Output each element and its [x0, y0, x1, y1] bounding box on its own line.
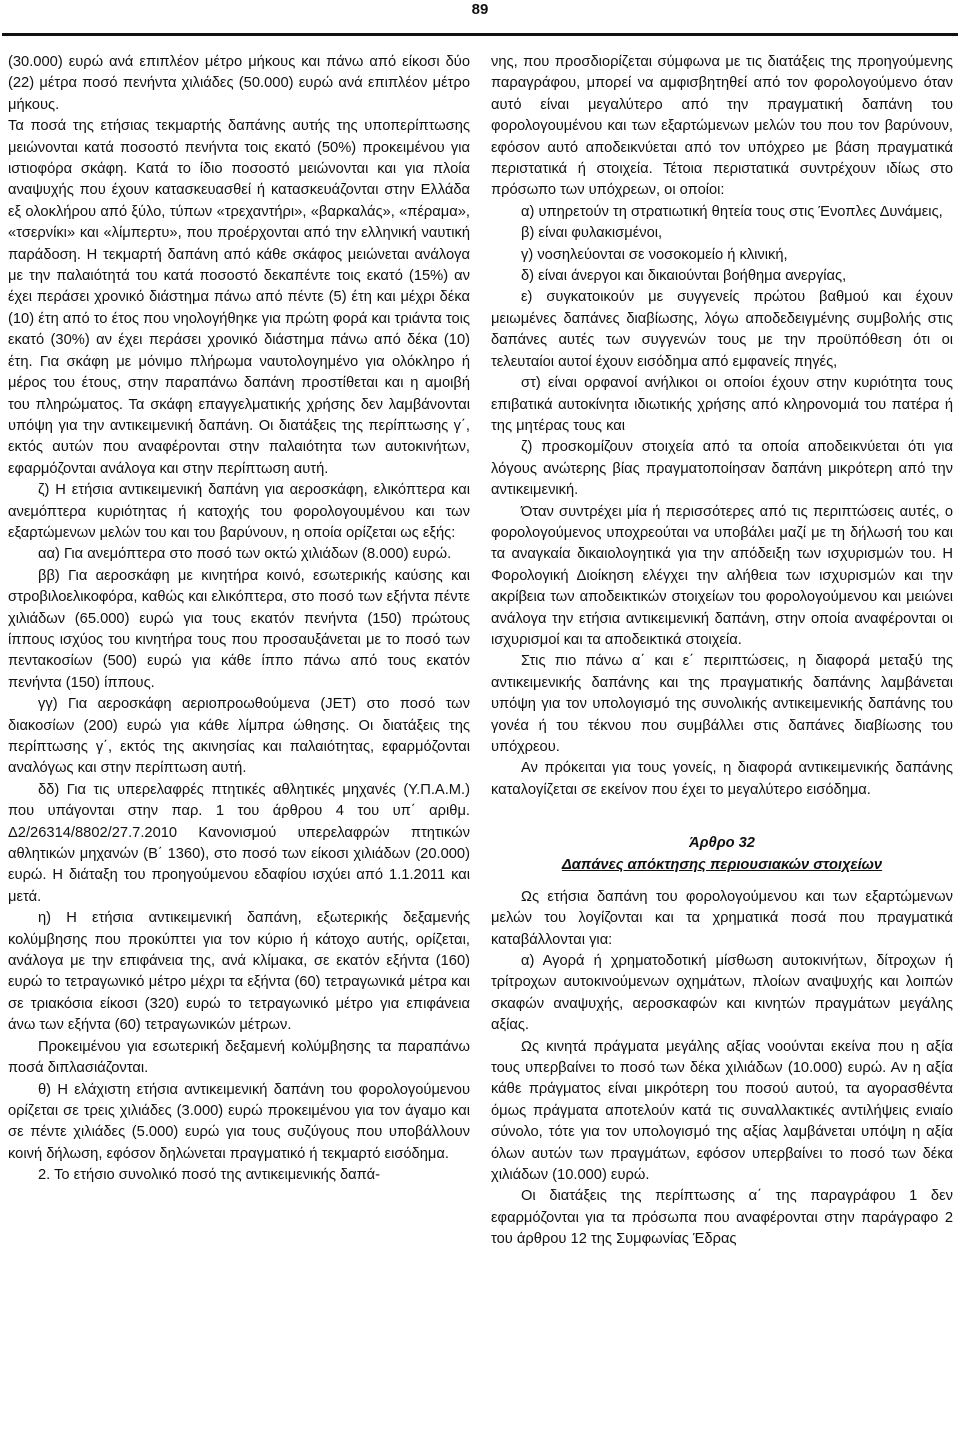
paragraph: νης, που προσδιορίζεται σύμφωνα με τις διατάξεις της προηγούμενης παραγράφου, μπορεί να αμφισβητηθεί από τον φορολογούμενο όταν αυτό είναι μεγαλύτερο από την πραγματική δαπάνη του φορολογουμένου και των εξαρτώμενων μελών του που τον βαρύνουν, εφόσον αυτό αποδεικνύεται από τον υπόχρεο με βάση πραγματικά περιστατικά ή στοιχεία. Τέτοια περιστατικά συντρέχουν ιδίως στο πρόσωπο των υπόχρεων, οι οποίοι:	[491, 54, 953, 199]
right-column	[491, 52, 953, 1251]
paragraph: ζ) Η ετήσια αντικειμενική δαπάνη για αεροσκάφη, ελικόπτερα και ανεμόπτερα κυριότητας ή κατοχής του φορολογουμένου και των εξαρτώμενων μελών του και του βαρύνουν, η οποία ορίζεται ως εξής:	[8, 482, 470, 541]
paragraph: Προκειμένου για εσωτερική δεξαμενή κολύμβησης τα παραπάνω ποσά διπλασιάζονται.	[8, 1038, 470, 1077]
paragraph: ζ) προσκομίζουν στοιχεία από τα οποία αποδεικνύεται ότι για λόγους ανώτερης βίας πραγματοποίησαν δαπάνη μικρότερη από την αντικειμενική.	[491, 439, 953, 499]
paragraph: Στις πιο πάνω α΄ και ε΄ περιπτώσεις, η διαφορά μεταξύ της αντικειμενικής δαπάνης και της πραγματικής δαπάνης λαμβάνεται υπόψη για τον υπολογισμό της συνολικής αντικειμενικής δαπάνης του γονέα ή του τέκνου που συμβάλλει στις δαπάνες διαβίωσης του υπόχρεου.	[491, 653, 953, 755]
paragraph: δ) είναι άνεργοι και δικαιούνται βοήθημα ανεργίας,	[521, 268, 847, 285]
paragraph: β) είναι φυλακισμένοι,	[521, 225, 663, 242]
paragraph: Ως κινητά πράγματα μεγάλης αξίας νοούνται εκείνα που η αξία τους υπερβαίνει το ποσό των δέκα χιλιάδων (10.000) ευρώ. Αν η αξία κάθε πράγματος είναι μικρότερη του ποσού αυτού, τα αγορασθέντα όμως πράγματα αποτελούν κατά τις συναλλακτικές αντιλήψεις ενιαίο σύνολο, τότε για τον υπολογισμό της αξίας λαμβάνεται υπόψη η αξία όλων αυτών των πραγμάτων, εφόσον υπερβαίνει το ποσό των δέκα χιλιάδων (10.000) ευρώ.	[491, 1038, 953, 1184]
paragraph: θ) Η ελάχιστη ετήσια αντικειμενική δαπάνη του φορολογούμενου ορίζεται σε τρεις χιλιάδες (3.000) ευρώ προκειμένου για τον άγαμο και σε πέντε χιλιάδες (5.000) ευρώ για τους συζύγους που υποβάλλουν κοινή δήλωση, εφόσον δηλώνεται πραγματικό ή τεκμαρτό εισόδημα.	[8, 1081, 470, 1162]
paragraph: γγ) Για αεροσκάφη αεριοπροωθούμενα (JET) στο ποσό των διακοσίων (200) ευρώ για κάθε λίμπρα ώθησης. Οι διατάξεις της περίπτωσης γ΄, εκτός της ακινησίας και παλαιότητας, εφαρμόζονται αναλόγως και στην περίπτωση αυτή.	[8, 696, 470, 777]
article-title: Δαπάνες απόκτησης περιουσιακών στοιχείων	[561, 856, 883, 873]
paragraph: (30.000) ευρώ ανά επιπλέον μέτρο μήκους και πάνω από είκοσι δύο (22) μέτρα ποσό πενήντα χιλιάδες (50.000) ευρώ ανά επιπλέον μέτρο μήκους.	[8, 54, 470, 113]
paragraph: Αν πρόκειται για τους γονείς, η διαφορά αντικειμενικής δαπάνης καταλογίζεται σε εκείνον που έχει το μεγαλύτερο εισόδημα.	[491, 760, 953, 798]
paragraph: γ) νοσηλεύονται σε νοσοκομείο ή κλινική,	[521, 246, 788, 263]
paragraph: α) Αγορά ή χρηματοδοτική μίσθωση αυτοκινήτων, δίτροχων ή τρίτροχων αυτοκινούμενων οχημάτων, πλοίων αναψυχής και λοιπών σκαφών αναψυχής, αεροσκαφών και κινητών πραγμάτων μεγάλης αξίας.	[491, 953, 953, 1034]
paragraph: ε) συγκατοικούν με συγγενείς πρώτου βαθμού και έχουν μειωμένες δαπάνες διαβίωσης, λόγω αποδεδειγμένης συμβολής στις δαπάνες αυτές των συγγενών τους με την προϋπόθεση ότι οι τελευταίοι αυτοί έχουν εισόδημα από εμφανείς πηγές,	[491, 289, 953, 370]
paragraph: 2. Το ετήσιο συνολικό ποσό της αντικειμενικής δαπά-	[38, 1167, 380, 1184]
paragraph: α) υπηρετούν τη στρατιωτική θητεία τους στις Ένοπλες Δυνάμεις,	[521, 203, 943, 220]
paragraph: Όταν συντρέχει μία ή περισσότερες από τις περιπτώσεις αυτές, ο φορολογούμενος υποχρεούται να υποβάλει μαζί με τη δήλωσή του και τα αναγκαία δικαιολογητικά για την απόδειξη των ισχυρισμών του. Η Φορολογική Διοίκηση ελέγχει την αλήθεια των ισχυρισμών και την ακρίβεια των αποδεικτικών στοιχείων του φορολογούμενου και μειώνει ανάλογα την ετήσια αντικειμενική δαπάνη, στην οποία αναφέρονται οι ισχυρισμοί και τα αποδεικτικά στοιχεία.	[491, 503, 953, 648]
paragraph: Ως ετήσια δαπάνη του φορολογούμενου και των εξαρτώμενων μελών του λογίζονται και τα χρηματικά ποσά που πραγματικά καταβάλλονται για:	[491, 888, 953, 948]
left-column	[8, 52, 470, 1187]
header-rule	[2, 33, 958, 36]
paragraph: ββ) Για αεροσκάφη με κινητήρα κοινό, εσωτερικής καύσης και στροβιλοελικοφόρα, καθώς και ελικόπτερα, στο ποσό των εξήντα πέντε χιλιάδων (65.000) ευρώ για τους εκατόν πενήντα (150) πρώτους ίππους ισχύος του κινητήρα τους που προσαυξάνεται με το ποσό των πεντακοσίων (500) ευρώ για κάθε ίππο πάνω από τους εκατόν πενήντα (150) ίππους.	[8, 567, 470, 691]
page-number: 89	[471, 1, 489, 18]
paragraph: Οι διατάξεις της περίπτωσης α΄ της παραγράφου 1 δεν εφαρμόζονται για τα πρόσωπα που αναφέρονται στην παράγραφο 2 του άρθρου 12 της Συμφωνίας Έδρας	[491, 1188, 953, 1248]
paragraph: αα) Για ανεμόπτερα στο ποσό των οκτώ χιλιάδων (8.000) ευρώ.	[38, 546, 452, 563]
article-number: Άρθρο 32	[689, 835, 755, 852]
paragraph: Τα ποσά της ετήσιας τεκμαρτής δαπάνης αυτής της υποπερίπτωσης μειώνονται κατά ποσοστό πενήντα τοις εκατό (50%) προκειμένου για ιστιοφόρα σκάφη. Κατά το ίδιο ποσοστό μειώνονται και για πλοία αναψυχής που έχουν κατασκευασθεί ή κατασκευάζονται στην Ελλάδα εξ ολοκλήρου από ξύλο, τύπων «τρεχαντήρι», «βαρκαλάς», «πέραμα», «τσερνίκι» και «λίμπερτυ», που προέρχονται από την ελληνική ναυτική παράδοση. Η τεκμαρτή δαπάνη από κάθε σκάφος μειώνεται ανάλογα με την παλαιότητά του κατά ποσοστό δεκαπέντε τοις εκατό (15%) αν έχει περάσει χρονικό διάστημα πάνω από πέντε (5) έτη και μέχρι δέκα (10) έτη από το έτος που νηολογήθηκε για πρώτη φορά και τριάντα τοις εκατό (30%) αν έχει περάσει χρονικό διάστημα πάνω από δέκα (10) έτη. Για σκάφη με μόνιμο πλήρωμα ναυτολογημένο για ολόκληρο ή μέρος του έτους, στην παραπάνω δαπάνη προστίθεται και η αμοιβή του πληρώματος. Τα σκάφη επαγγελματικής χρήσης δεν λαμβάνονται υπόψη για την αντικειμενική δαπάνη. Οι διατάξεις της περίπτωσης γ΄, εκτός αυτών που αναφέρονται στην παλαιότητα των αυτοκινήτων, εφαρμόζονται ανάλογα και στην περίπτωση αυτή.	[8, 118, 470, 477]
paragraph: στ) είναι ορφανοί ανήλικοι οι οποίοι έχουν στην κυριότητα τους επιβατικά αυτοκίνητα ιδιωτικής χρήσης από κληρονομιά του πατέρα ή της μητέρας τους και	[491, 375, 953, 434]
paragraph: δδ) Για τις υπερελαφρές πτητικές αθλητικές μηχανές (Υ.Π.Α.Μ.) που υπάγονται στην παρ. 1 του άρθρου 4 του υπ΄ αριθμ. Δ2/26314/8802/27.7.2010 Κανονισμού υπερελαφρών πτητικών αθλητικών μηχανών (Β΄ 1360), στο ποσό των είκοσι χιλιάδων (20.000) ευρώ. Η διάταξη του προηγούμενου εδαφίου ισχύει από 1.1.2011 και μετά.	[8, 781, 470, 905]
paragraph: η) Η ετήσια αντικειμενική δαπάνη, εξωτερικής δεξαμενής κολύμβησης που προκύπτει για τον κύριο ή κάτοχο αυτής, ορίζεται, ανάλογα με την επιφάνεια της, ανά κλίμακα, σε εκατόν εξήντα (160) ευρώ το τετραγωνικό μέτρο μέχρι τα εξήντα (60) τετραγωνικά μέτρα και σε τριακόσια είκοσι (320) ευρώ το τετραγωνικό μέτρο για επιφάνεια άνω των εξήντα (60) τετραγωνικών μέτρων.	[8, 910, 470, 1034]
